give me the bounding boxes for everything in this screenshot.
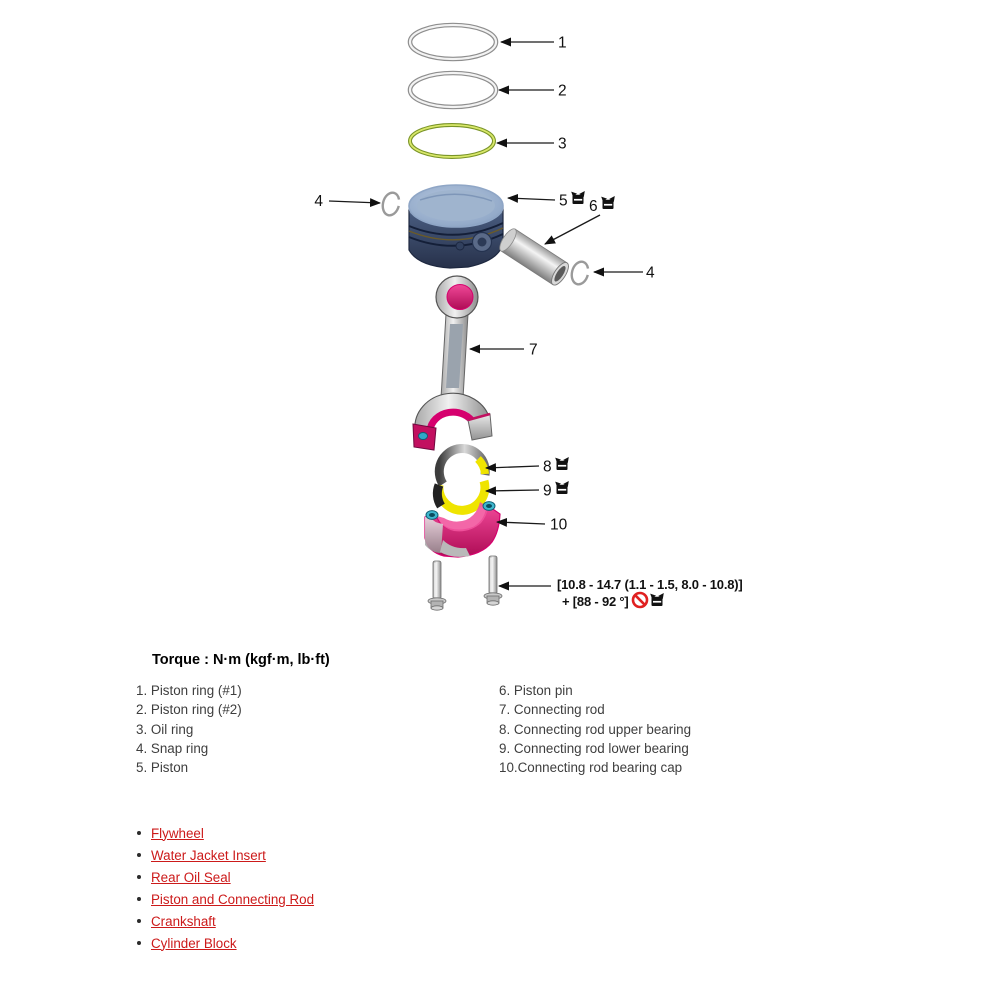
cap-bolt-right-illustration — [484, 556, 502, 605]
animation-icon-6[interactable] — [601, 196, 615, 209]
upper-bearing-illustration — [439, 448, 485, 484]
link-piston-and-connecting-rod[interactable]: Piston and Connecting Rod — [151, 891, 315, 907]
lower-bearing-illustration — [437, 481, 485, 510]
callout-label-8: 8 — [543, 458, 552, 476]
torque-spec-line2: + [88 - 92 °] — [562, 594, 629, 609]
do-not-reuse-icon — [633, 593, 647, 607]
legend-item-5: 5. Piston — [136, 760, 189, 776]
bullet-icon — [137, 919, 141, 923]
callout-label-6: 6 — [589, 198, 598, 215]
legend-item-9: 9. Connecting rod lower bearing — [499, 740, 689, 756]
callout-label-4-left: 4 — [314, 193, 323, 210]
snap-ring-right-illustration — [569, 260, 590, 286]
link-water-jacket-insert[interactable]: Water Jacket Insert — [151, 847, 266, 863]
list-item — [137, 822, 314, 844]
callout-label-4-right: 4 — [646, 264, 655, 282]
legend-item-1: 1. Piston ring (#1) — [136, 683, 242, 698]
callout-label-9: 9 — [543, 482, 552, 500]
animation-icon-5[interactable] — [571, 191, 585, 204]
related-links-list — [137, 822, 314, 954]
callout-arrow-10 — [497, 522, 545, 524]
list-item — [137, 888, 314, 910]
legend-item-2: 2. Piston ring (#2) — [136, 702, 242, 718]
link-cylinder-block[interactable]: Cylinder Block — [151, 935, 237, 951]
list-item — [137, 844, 314, 866]
callout-arrow-9 — [486, 490, 539, 491]
piston-ring-1-illustration — [410, 25, 496, 59]
bullet-icon — [137, 875, 141, 879]
callout-label-3: 3 — [558, 135, 567, 153]
piston-ring-2-illustration — [410, 73, 496, 107]
legend-item-6: 6. Piston pin — [499, 683, 573, 698]
parts-legend-right — [499, 681, 691, 777]
legend-item-4: 4. Snap ring — [136, 740, 209, 756]
callout-label-1: 1 — [558, 34, 567, 52]
link-rear-oil-seal[interactable]: Rear Oil Seal — [151, 869, 231, 885]
callout-arrow-4-left — [329, 201, 380, 203]
legend-item-3: 3. Oil ring — [136, 721, 194, 737]
piston-illustration — [409, 185, 503, 268]
torque-heading: Torque : N·m (kgf·m, lb·ft) — [152, 652, 330, 668]
oil-ring-illustration — [410, 125, 494, 157]
bullet-icon — [137, 941, 141, 945]
cap-bolt-left-illustration — [428, 561, 446, 610]
animation-icon-9[interactable] — [555, 481, 569, 494]
legend-item-8: 8. Connecting rod upper bearing — [499, 721, 692, 737]
parts-legend-left — [136, 681, 242, 777]
list-item — [137, 866, 314, 888]
link-crankshaft[interactable]: Crankshaft — [151, 913, 216, 929]
list-item — [137, 932, 314, 954]
callout-arrow-5 — [508, 198, 555, 200]
callout-arrow-8 — [486, 466, 539, 468]
callout-label-10: 10 — [550, 516, 568, 534]
callout-arrow-6 — [545, 215, 600, 244]
bullet-icon — [137, 831, 141, 835]
bullet-icon — [137, 853, 141, 857]
legend-item-7: 7. Connecting rod — [499, 702, 605, 718]
connecting-rod-illustration — [413, 276, 492, 450]
torque-spec-line1: [10.8 - 14.7 (1.1 - 1.5, 8.0 - 10.8)] — [557, 577, 743, 592]
callout-label-2: 2 — [558, 82, 567, 100]
snap-ring-left-illustration — [380, 191, 401, 217]
link-flywheel[interactable]: Flywheel — [151, 825, 204, 841]
animation-icon-8[interactable] — [555, 457, 569, 470]
bullet-icon — [137, 897, 141, 901]
list-item — [137, 910, 314, 932]
callout-label-5: 5 — [559, 192, 568, 210]
callout-label-7: 7 — [529, 341, 538, 359]
legend-item-10: 10.Connecting rod bearing cap — [499, 760, 683, 776]
animation-icon-torque[interactable] — [650, 593, 664, 606]
